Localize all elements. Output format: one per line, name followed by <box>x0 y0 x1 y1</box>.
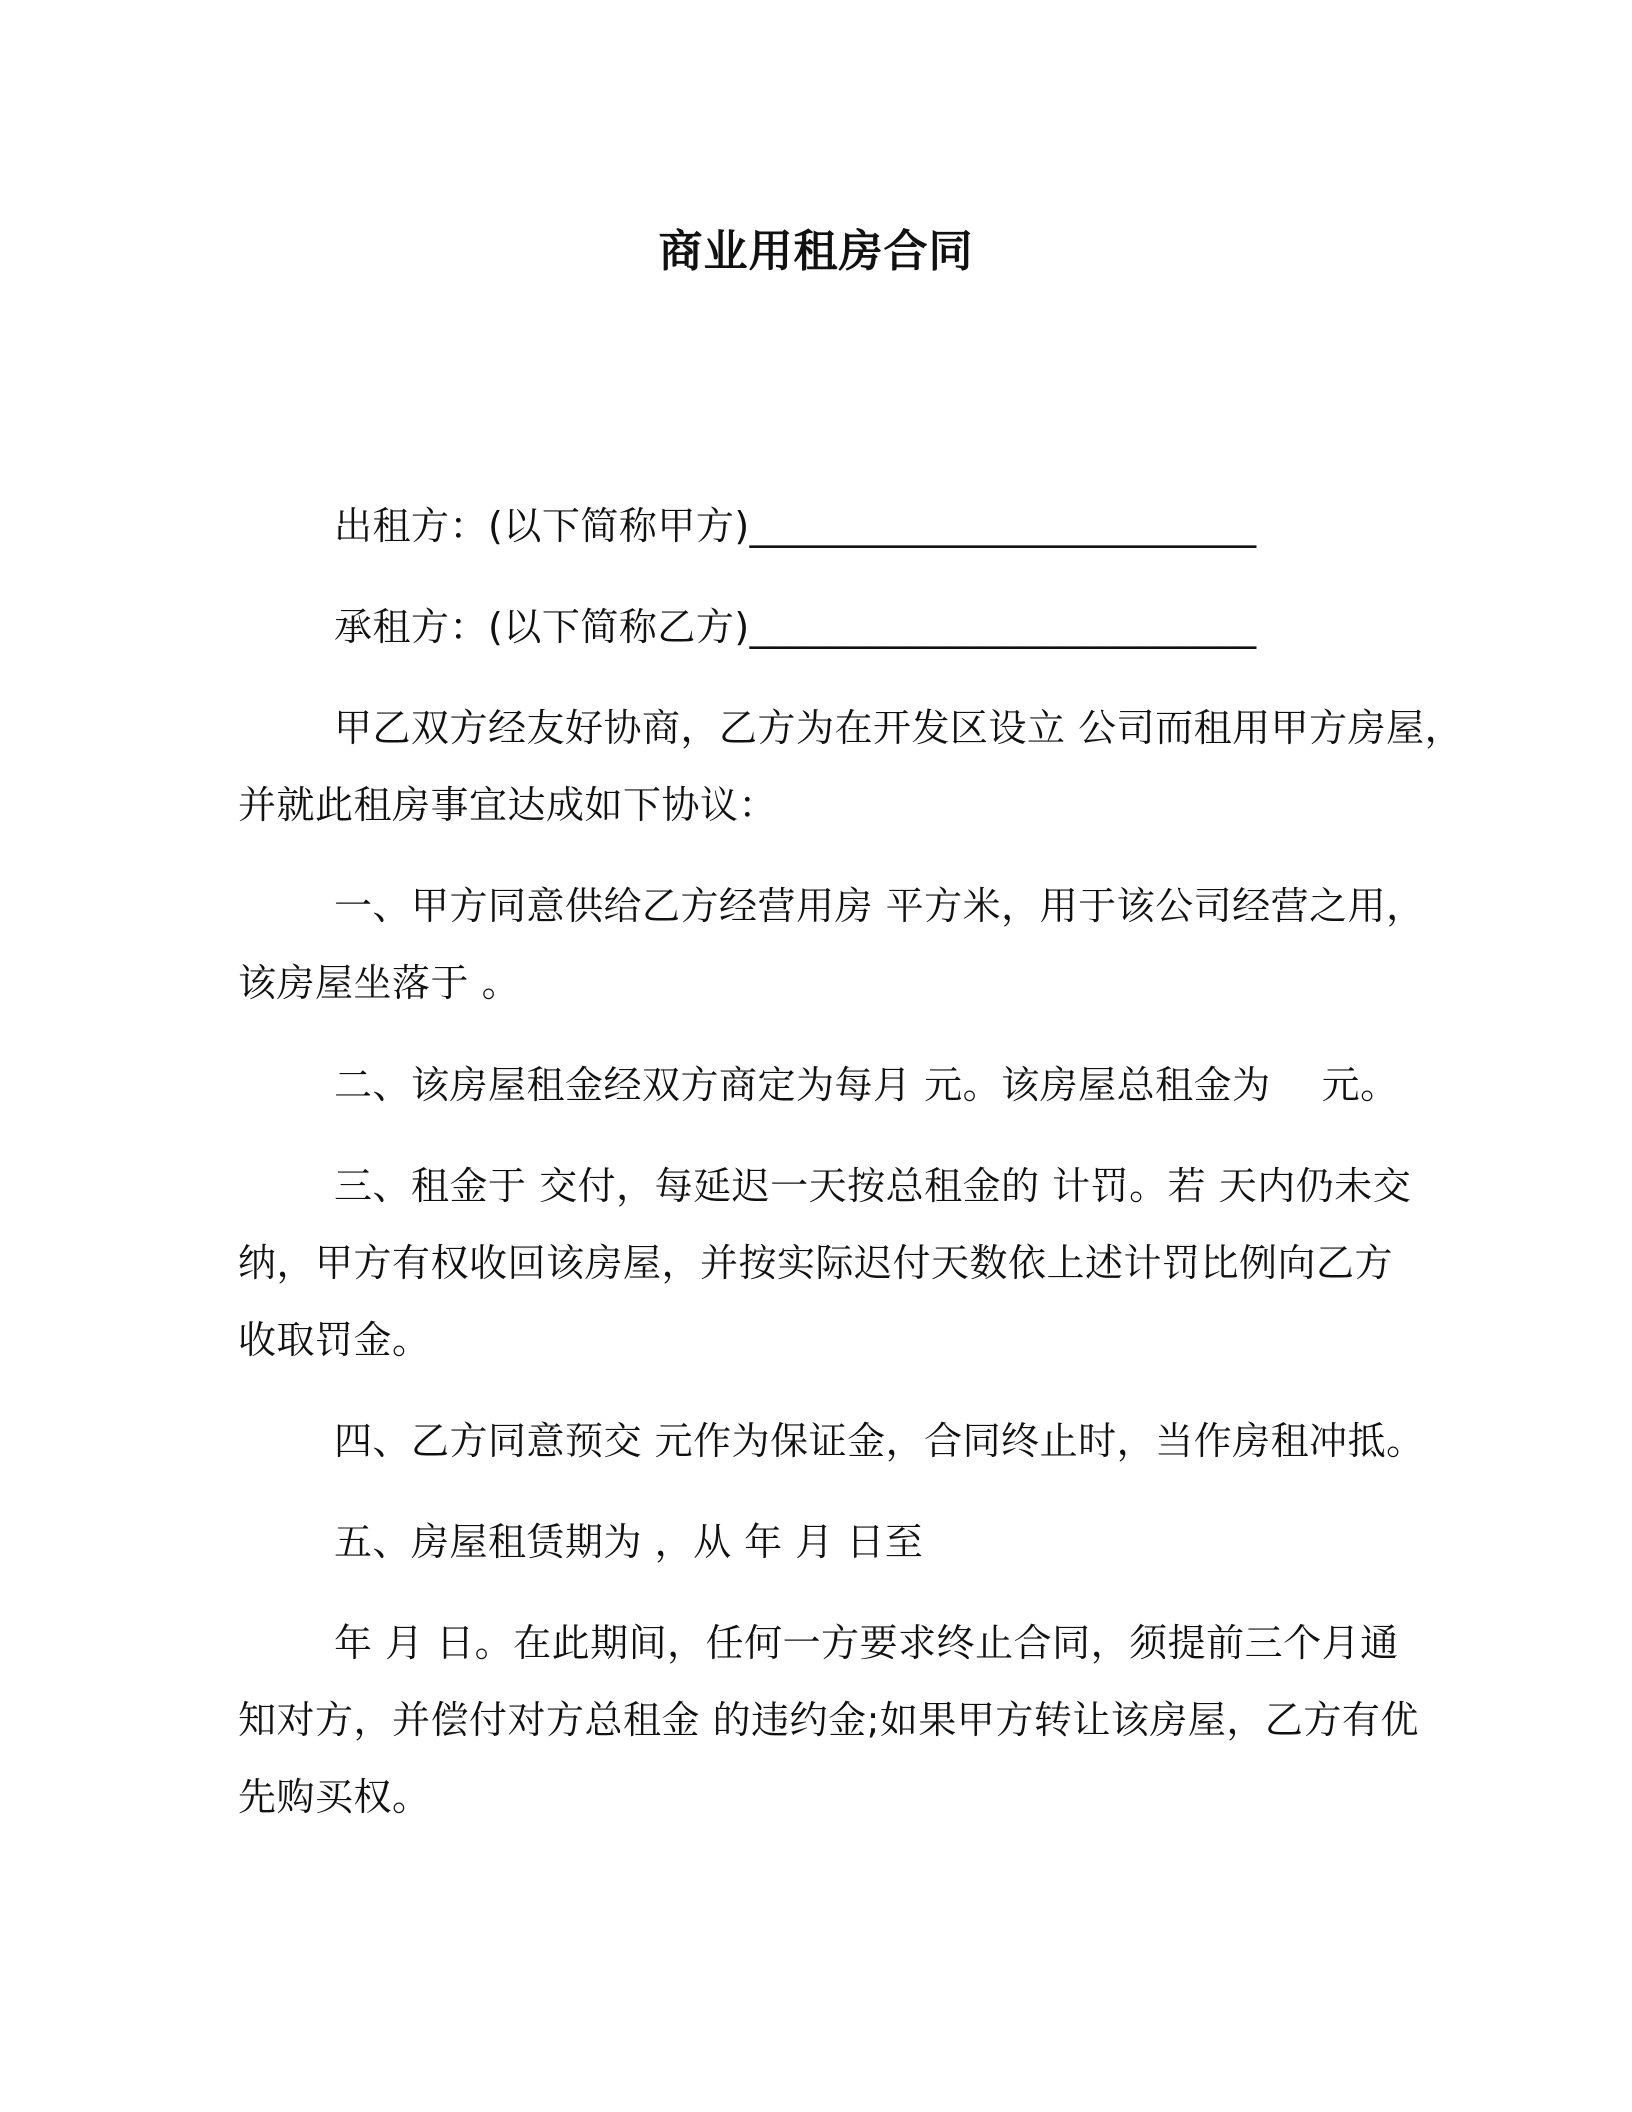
clause-1-line-1: 一、甲方同意供给乙方经营用房 平方米，用于该公司经营之用， <box>334 884 1425 928</box>
clause-4-line-1: 四、乙方同意预交 元作为保证金，合同终止时，当作房租冲抵。 <box>334 1419 1425 1463</box>
clause-5-line-3: 知对方，并偿付对方总租金 的违约金;如果甲方转让该房屋，乙方有优 <box>238 1698 1419 1742</box>
clause-3-line-3: 收取罚金。 <box>238 1318 431 1362</box>
clause-5-line-2: 年 月 日。在此期间，任何一方要求终止合同，须提前三个月通 <box>334 1621 1399 1665</box>
clause-3-line-2: 纳，甲方有权收回该房屋，并按实际迟付天数依上述计罚比例向乙方 <box>238 1241 1394 1285</box>
preamble-line-1: 甲乙双方经友好协商，乙方为在开发区设立 公司而租用甲方房屋， <box>334 706 1464 750</box>
clause-5-line-1: 五、房屋租赁期为 ，从 年 月 日至 <box>334 1520 924 1564</box>
clause-1-line-2: 该房屋坐落于 。 <box>238 961 521 1005</box>
clause-3-line-1: 三、租金于 交付，每延迟一天按总租金的 计罚。若 天内仍未交 <box>334 1164 1412 1208</box>
clause-2-line-1: 二、该房屋租金经双方商定为每月 元。该房屋总租金为 元。 <box>334 1063 1399 1107</box>
document-title: 商业用租房合同 <box>658 226 974 277</box>
lessee-line: 承租方：(以下简称乙方)__________________________ <box>334 605 1257 649</box>
preamble-line-2: 并就此租房事宜达成如下协议： <box>238 783 778 827</box>
clause-5-line-4: 先购买权。 <box>238 1775 431 1819</box>
lessor-line: 出租方：(以下简称甲方)__________________________ <box>334 504 1257 548</box>
